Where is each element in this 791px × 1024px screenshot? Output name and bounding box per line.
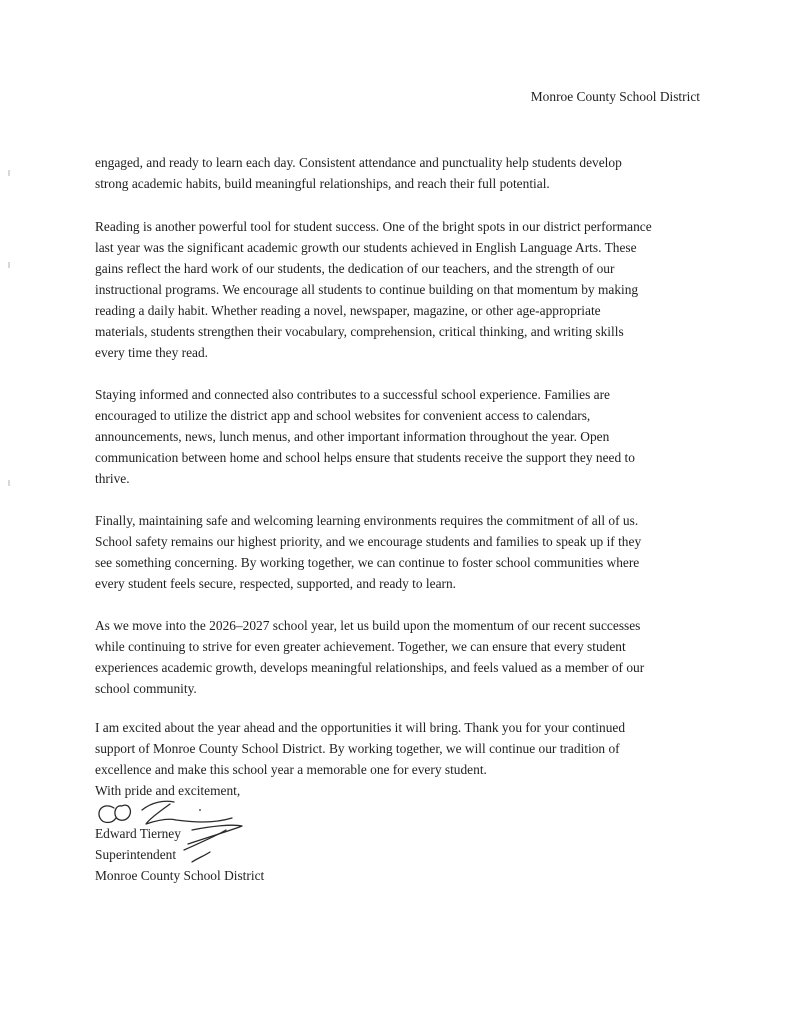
paragraph-line: Finally, maintaining safe and welcoming learning environments requires the commitment of all of us. [95,513,639,528]
paragraph-line: communication between home and school helps ensure that students receive the support they need to [95,450,635,465]
paragraph-line: experiences academic growth, develops meaningful relationships, and feels valued as a member of our [95,660,645,675]
paragraph-line: every student feels secure, respected, supported, and ready to learn. [95,576,457,591]
paragraph-safety [95,510,705,594]
paragraph-line: As we move into the 2026–2027 school year, let us build upon the momentum of our recent successes [95,618,641,633]
paragraph-line: see something concerning. By working together, we can continue to foster school communities where [95,555,640,570]
paragraph-line: Staying informed and connected also contributes to a successful school experience. Families are [95,387,611,402]
signer-title: Superintendent [95,847,177,862]
paragraph-line: materials, students strengthen their vocabulary, comprehension, critical thinking, and writing skills [95,324,624,339]
paragraph-line: school community. [95,681,197,696]
paragraph-reading [95,216,705,363]
scan-margin-mark [8,170,10,176]
paragraph-line: encouraged to utilize the district app and school websites for convenient access to calendars, [95,408,591,423]
paragraph-closing [95,717,705,801]
paragraph-line: strong academic habits, build meaningful relationships, and reach their full potential. [95,176,550,191]
paragraph-school-year [95,615,705,699]
paragraph-line: I am excited about the year ahead and the opportunities it will bring. Thank you for your continued [95,720,626,735]
paragraph-line: last year was the significant academic growth our students achieved in English Language Arts. These [95,240,637,255]
paragraph-line: School safety remains our highest priority, and we encourage students and families to speak up if they [95,534,642,549]
paragraph-line: instructional programs. We encourage all students to continue building on that momentum by making [95,282,639,297]
paragraph-line: gains reflect the hard work of our students, the dedication of our teachers, and the strength of our [95,261,615,276]
paragraph-line: excellence and make this school year a memorable one for every student. [95,762,487,777]
scan-margin-mark [8,480,10,486]
paragraph-line: while continuing to strive for even greater achievement. Together, we can ensure that every student [95,639,626,654]
paragraph-line: engaged, and ready to learn each day. Consistent attendance and punctuality help students develop [95,155,622,170]
letterhead-org-name: Monroe County School District [530,89,700,104]
paragraph-line: announcements, news, lunch menus, and other important information throughout the year. Open [95,429,610,444]
paragraph-connected [95,384,705,489]
paragraph-line: support of Monroe County School District. By working together, we will continue our tradition of [95,741,620,756]
paragraph-line: every time they read. [95,345,209,360]
signer-organization: Monroe County School District [95,868,265,883]
paragraph-line: thrive. [95,471,130,486]
paragraph-attendance [95,152,705,194]
signer-name: Edward Tierney [95,826,181,841]
paragraph-line: reading a daily habit. Whether reading a novel, newspaper, magazine, or other age-appropriate [95,303,601,318]
signature-block [95,823,264,886]
closing-salutation: With pride and excitement, [95,783,241,798]
scan-margin-mark [8,262,10,268]
paragraph-line: Reading is another powerful tool for student success. One of the bright spots in our district performance [95,219,652,234]
